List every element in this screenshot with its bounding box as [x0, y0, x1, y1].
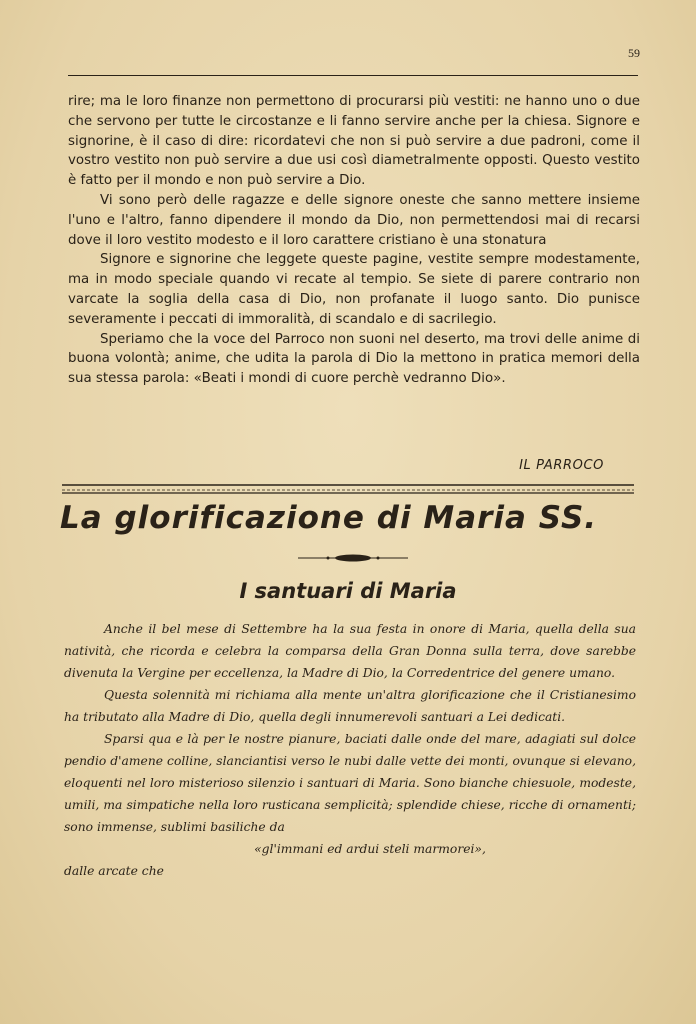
article-paragraph: Anche il bel mese di Settembre ha la sua festa in onore di Maria, quella della sua natività, che ricorda e celebra la comparsa della Gran Donna sulla terra, dove sarebbe divenuta la Vergine per eccellenza, la Madre di Dio, la Corredentrice del genere umano. — [64, 622, 636, 680]
title-ornament — [298, 552, 408, 564]
article-paragraph: Sparsi qua e là per le nostre pianure, baciati dalle onde del mare, adagiati sul dolce pendio d'amene colline, slanciantisi verso le nubi dalle vette dei monti, ovunque si elevano, eloquenti nel loro misterioso silenzio i santuari di Maria. Sono bianche chiesuole, modeste, umili, ma simpatiche nella loro rusticana semplicità; splendide chiese, ricche di ornamenti; sono immense, sublimi basiliche da — [64, 732, 636, 834]
quotation: «gl'immani ed ardui steli marmorei», — [254, 842, 486, 856]
article-subtitle: I santuari di Maria — [239, 579, 457, 603]
letter-paragraph: rire; ma le loro finanze non permettono di procurarsi più vestiti: ne hanno uno o due che servono per tutte le circostanze e li fanno servire anche per la chiesa. Signore e signorine, è il caso di dire: ricordatevi che non si può servire a due padroni, come il vostro vestito non può servire a due usi così diametralmente opposti. Questo vestito è fatto per il mondo e non può servire a Dio. — [68, 94, 640, 189]
ornamental-rule — [62, 481, 634, 495]
signature: IL PARROCO — [519, 458, 604, 473]
article-title: La glorificazione di Maria SS. — [60, 500, 598, 536]
letter-paragraph: Signore e signorine che leggete queste pagine, vestite sempre modestamente, ma in modo speciale quando vi recate al tempio. Se siete di parere contrario non varcate la soglia della casa di Dio, non profanate il luogo santo. Dio punisce severamente i peccati di immoralità, di scandalo e di sacrilegio. — [68, 252, 640, 327]
letter-paragraph: Speriamo che la voce del Parroco non suoni nel deserto, ma trovi delle anime di buona volontà; anime, che udita la parola di Dio la mettono in pratica memori della sua stessa parola: «Beati i mondi di cuore perchè vedranno Dio». — [68, 331, 640, 387]
letter-paragraph: Vi sono però delle ragazze e delle signore oneste che sanno mettere insieme l'uno e l'altro, fanno dipendere il mondo da Dio, non permettendosi mai di recarsi dove il loro vestito modesto e il loro carattere cristiano è una stonatura — [68, 192, 640, 248]
article-paragraph: Questa solennità mi richiama alla mente un'altra glorificazione che il Cristianesimo ha tributato alla Madre di Dio, quella degli innumerevoli santuari a Lei dedicati. — [64, 688, 636, 724]
page-number: 59 — [628, 46, 640, 60]
article-last-line: dalle arcate che — [64, 864, 164, 878]
header-rule — [68, 75, 638, 76]
letter-text — [68, 92, 640, 389]
article-text — [64, 618, 636, 882]
